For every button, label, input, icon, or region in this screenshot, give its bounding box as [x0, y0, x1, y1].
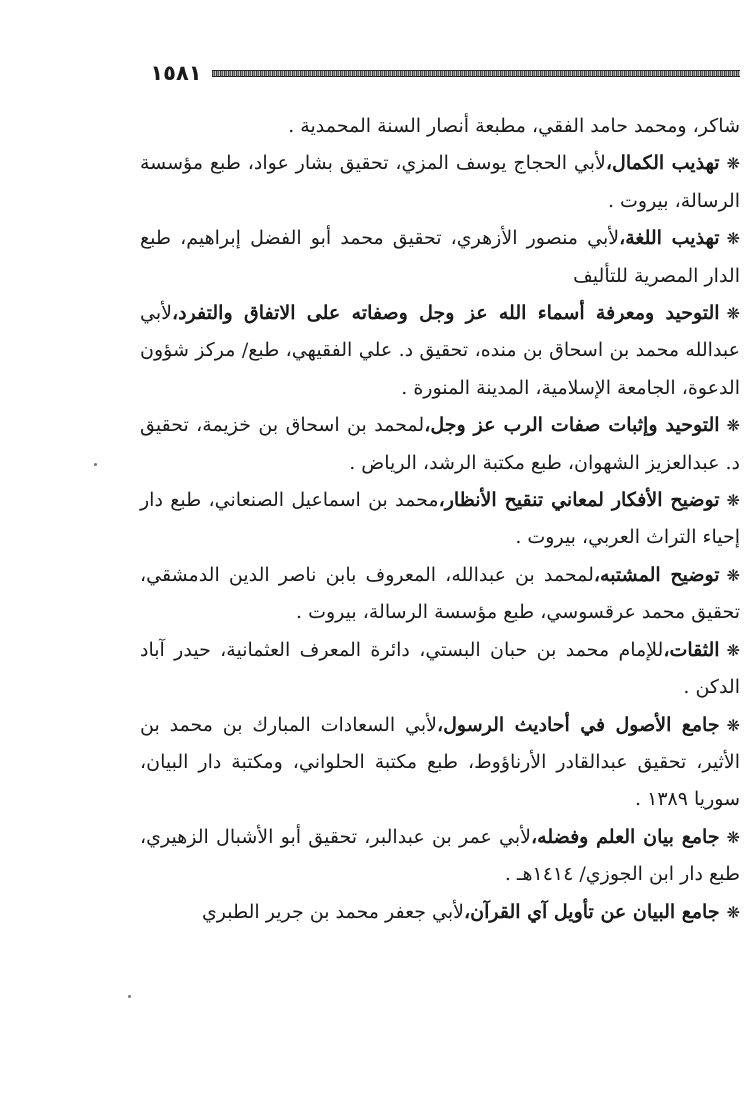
- bullet-icon: ❋: [726, 902, 740, 922]
- bibliography-entry: [140, 557, 740, 632]
- bibliography-entry: [140, 819, 740, 894]
- bullet-icon: ❋: [726, 491, 741, 511]
- entry-title: جامع البيان عن تأويل آي القرآن،: [464, 900, 720, 923]
- bibliography-list: [140, 108, 740, 931]
- entry-title: تهذيب الكمال،: [605, 152, 720, 175]
- print-speck: [94, 463, 97, 466]
- print-speck: [128, 995, 131, 998]
- bibliography-entry: [140, 295, 740, 407]
- entry-title: جامع الأصول في أحاديث الرسول،: [436, 713, 720, 736]
- entry-title: التوحيد ومعرفة أسماء الله عز وجل وصفاته على الاتفاق والتفرد،: [171, 302, 720, 325]
- entry-title: جامع بيان العلم وفضله،: [531, 825, 720, 848]
- bullet-icon: ❋: [726, 565, 740, 585]
- entry-title: التوحيد وإثبات صفات الرب عز وجل،: [424, 414, 720, 437]
- bullet-icon: ❋: [726, 154, 740, 174]
- entry-body: لأبي جعفر محمد بن جرير الطبري: [201, 900, 464, 923]
- page-number: ١٥٨١: [150, 61, 202, 85]
- entry-title: الثقات،: [663, 638, 720, 661]
- entry-body: لأبي عمر بن عبدالبر، تحقيق أبو الأشبال الزهيري، طبع دار ابن الجوزي/ ١٤١٤هـ .: [140, 825, 740, 886]
- bullet-icon: ❋: [726, 827, 740, 847]
- continuation-text: شاكر، ومحمد حامد الفقي، مطبعة أنصار السنة المحمدية .: [288, 115, 740, 137]
- bibliography-entry: [140, 145, 740, 220]
- entry-body: لمحمد بن اسحاق بن خزيمة، تحقيق د. عبدالعزيز الشهوان، طبع مكتبة الرشد، الرياض .: [140, 414, 740, 474]
- entry-title: تهذيب اللغة،: [619, 227, 720, 250]
- entry-title: توضيح الأفكار لمعاني تنقيح الأنظار،: [438, 489, 720, 512]
- bullet-icon: ❋: [726, 304, 740, 324]
- bullet-icon: ❋: [726, 229, 740, 249]
- entry-body: للإمام محمد بن حبان البستي، دائرة المعرف العثمانية، حيدر آباد الدكن .: [140, 638, 740, 699]
- entry-body: لأبي منصور الأزهري، تحقيق محمد أبو الفضل إبراهيم، طبع الدار المصرية للتأليف: [140, 227, 740, 287]
- bibliography-entry: [140, 894, 740, 931]
- entry-title: توضيح المشتبه،: [593, 563, 720, 586]
- entry-body: محمد بن اسماعيل الصنعاني، طبع دار إحياء التراث العربي، بيروت .: [140, 489, 740, 549]
- entry-body: لأبي الحجاج يوسف المزي، تحقيق بشار عواد، طبع مؤسسة الرسالة، بيروت .: [140, 152, 740, 212]
- entry-body: لمحمد بن عبدالله، المعروف بابن ناصر الدين الدمشقي، تحقيق محمد عرقسوسي، طبع مؤسسة الرسالة، بيروت .: [140, 563, 740, 624]
- bibliography-entry: [140, 220, 740, 295]
- entry-body: لأبي السعادات المبارك بن محمد بن الأثير، تحقيق عبدالقادر الأرناؤوط، طبع مكتبة الحلواني، ومكتبة دار البيان، سوريا ١٣٨٩ .: [140, 713, 740, 811]
- bibliography-entry: [140, 482, 740, 557]
- entry-body: لأبي عبدالله محمد بن اسحاق بن منده، تحقيق د. علي الفقيهي، طبع/ مركز شؤون الدعوة، الجامعة الإسلامية، المدينة المنورة .: [140, 302, 740, 399]
- bullet-icon: ❋: [726, 715, 740, 735]
- bibliography-entry: [140, 407, 740, 482]
- bibliography-entry: [140, 707, 740, 819]
- bibliography-entry: [140, 632, 740, 707]
- header-rule: [212, 70, 740, 77]
- bullet-icon: ❋: [726, 416, 740, 436]
- bullet-icon: ❋: [726, 640, 740, 660]
